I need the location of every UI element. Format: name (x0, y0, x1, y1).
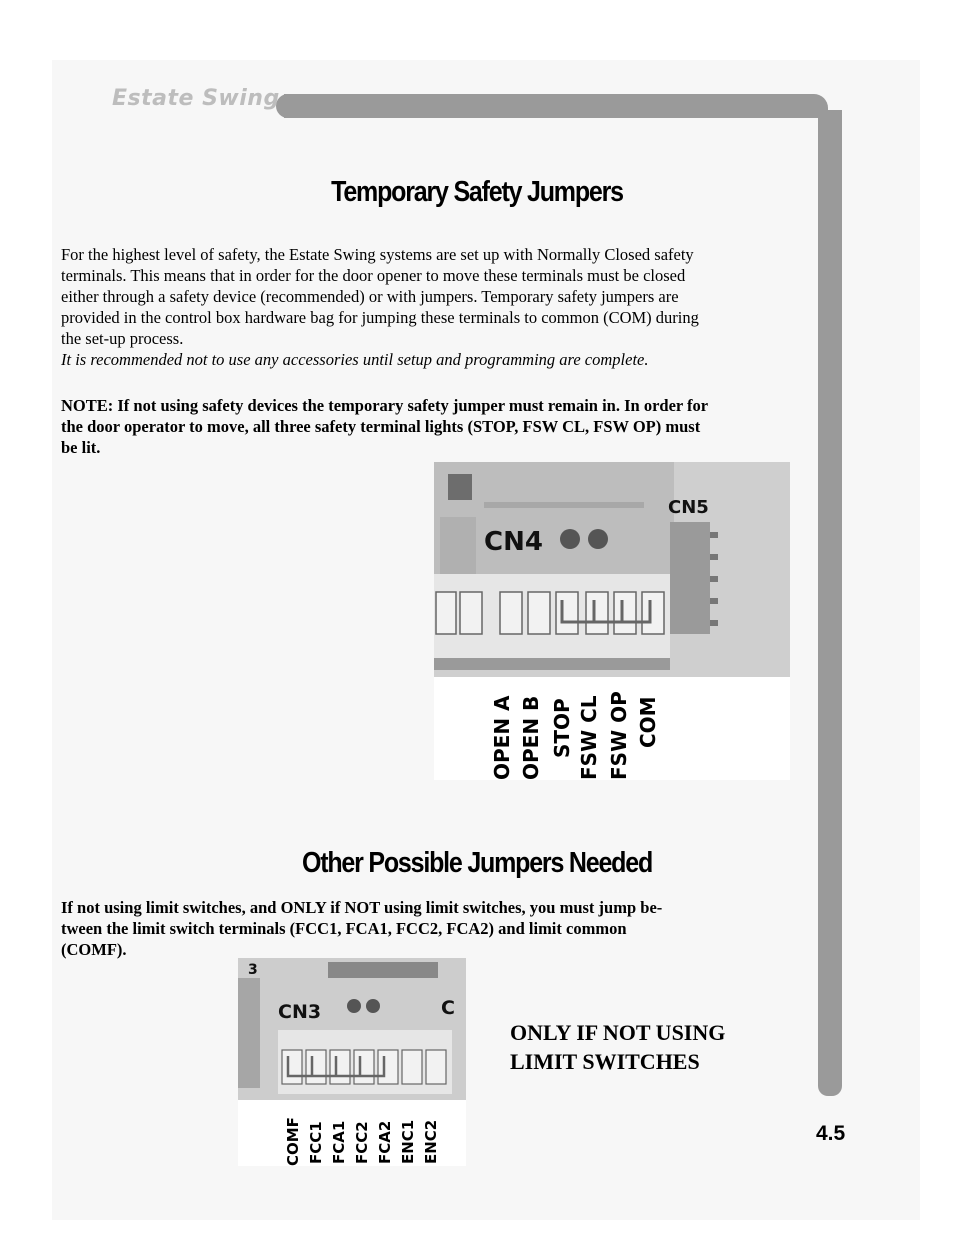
cn3-label: CN3 (278, 1001, 322, 1023)
paragraph-line: provided in the control box hardware bag for jumping these terminals to common (COM) during (61, 308, 699, 327)
header-tab-label: Estate Swing (112, 86, 280, 111)
terminal-label-fsw-cl: FSW CL (577, 695, 601, 780)
paragraph-line: the set-up process. (61, 329, 184, 348)
terminal-label-fca1: FCA1 (330, 1120, 348, 1164)
note-line: NOTE: If not using safety devices the temporary safety jumper must remain in. In order for (61, 396, 709, 415)
terminal-label-enc1: ENC1 (399, 1119, 417, 1164)
side-note-line: ONLY IF NOT USING (510, 1020, 726, 1045)
limit-switch-paragraph (61, 897, 781, 960)
limit-terminal-labels (282, 1102, 462, 1166)
paragraph-line: If not using limit switches, and ONLY if NOT using limit switches, you must jump be- (61, 898, 663, 917)
cn4-label: CN4 (484, 527, 543, 557)
paragraph-line: For the highest level of safety, the Estate Swing systems are set up with Normally Closed safety (61, 245, 694, 264)
terminal-label-fca2: FCA2 (376, 1120, 394, 1164)
header-bar (284, 94, 828, 118)
paragraph-line: terminals. This means that in order for the door opener to move these terminals must be closed (61, 266, 686, 285)
terminal-label-stop: STOP (550, 698, 574, 758)
note-line: the door operator to move, all three safety terminal lights (STOP, FSW CL, FSW OP) must (61, 417, 701, 436)
cn3-terminal-photo (238, 958, 466, 1166)
italic-note: It is recommended not to use any accessories until setup and programming are complete. (61, 350, 649, 369)
board-label-3: 3 (248, 962, 258, 978)
page-number: 4.5 (816, 1122, 846, 1145)
safety-note (61, 395, 806, 458)
section-title-temporary-safety-jumpers: Temporary Safety Jumpers (331, 175, 623, 209)
terminal-label-open-a: OPEN A (490, 695, 514, 780)
section-title-other-jumpers: Other Possible Jumpers Needed (301, 846, 653, 880)
note-line: be lit. (61, 438, 101, 457)
paragraph-line: tween the limit switch terminals (FCC1, FCA1, FCC2, FCA2) and limit common (61, 919, 627, 938)
paragraph-line: (COMF). (61, 940, 127, 959)
side-bar (818, 110, 842, 1096)
cn4-terminal-photo (434, 462, 790, 780)
terminal-label-fcc2: FCC2 (353, 1121, 371, 1164)
paragraph-line: either through a safety device (recommended) or with jumpers. Temporary safety jumpers are (61, 287, 679, 306)
terminal-label-enc2: ENC2 (422, 1119, 440, 1164)
terminal-label-com: COM (636, 696, 660, 748)
limit-switch-side-note (510, 1018, 725, 1076)
terminal-label-open-b: OPEN B (519, 695, 543, 780)
side-note-line: LIMIT SWITCHES (510, 1049, 700, 1074)
terminal-label-comf: COMF (284, 1117, 302, 1166)
board-label-c: C (441, 997, 455, 1019)
terminal-label-fsw-op: FSW OP (607, 691, 631, 780)
cn5-label: CN5 (668, 497, 709, 518)
terminal-labels (490, 676, 690, 780)
intro-paragraph (61, 244, 801, 370)
terminal-label-fcc1: FCC1 (307, 1121, 325, 1164)
